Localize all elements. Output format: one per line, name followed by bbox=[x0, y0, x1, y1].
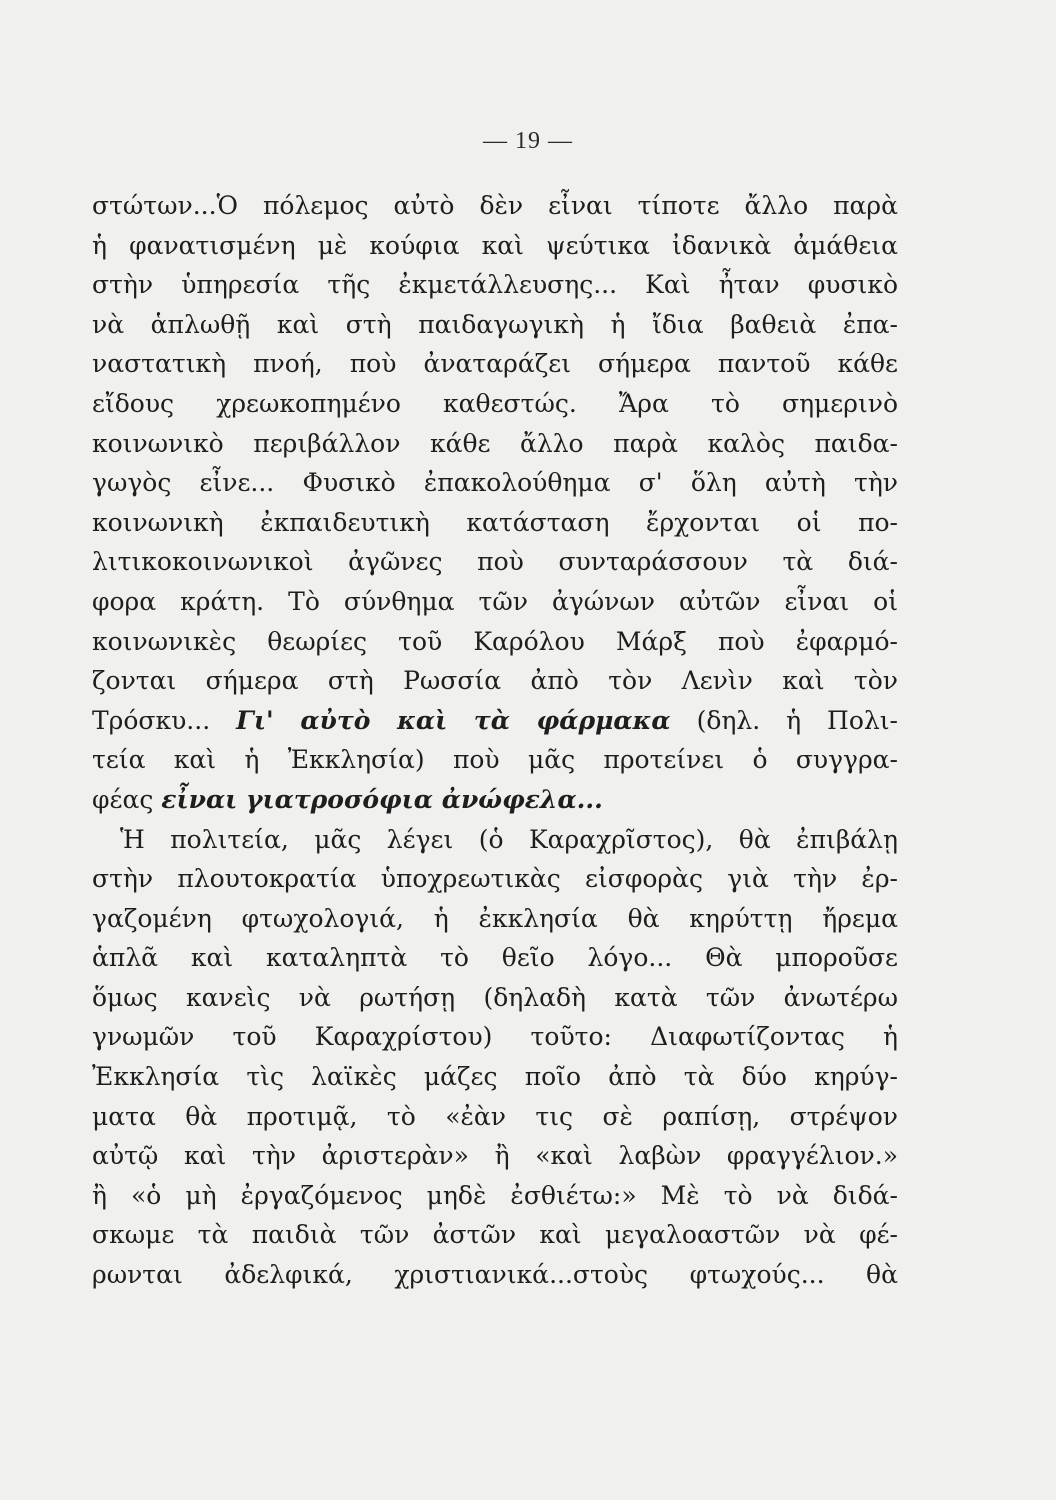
text-line bbox=[92, 503, 898, 543]
line-text: ἁπλᾶ καὶ καταληπτὰ τὸ θεῖο λόγο... Θὰ μποροῦσε bbox=[92, 943, 898, 973]
text-line bbox=[92, 978, 898, 1018]
line-text: αὐτῷ καὶ τὴν ἀριστερὰν» ἢ «καὶ λαβὼν φραγγέλιον.» bbox=[92, 1141, 898, 1171]
line-text: Ἡ πολιτεία, μᾶς λέγει (ὁ Καραχρῖστος), θὰ ἐπιβάλῃ bbox=[120, 824, 898, 854]
line-text: λιτικοκοινωνικοὶ ἀγῶνες ποὺ συνταράσσουν τὰ διά- bbox=[92, 547, 898, 577]
text-line bbox=[92, 463, 898, 503]
line-text: (δηλ. ἡ Πολι- bbox=[670, 705, 899, 735]
text-line bbox=[92, 305, 898, 345]
text-line bbox=[92, 1097, 898, 1137]
text-line bbox=[92, 938, 898, 978]
text-line bbox=[92, 344, 898, 384]
text-line bbox=[92, 899, 898, 939]
line-text: ὅμως κανεὶς νὰ ρωτήσῃ (δηλαδὴ κατὰ τῶν ἀνωτέρω bbox=[92, 982, 898, 1012]
line-text: γαζομένη φτωχολογιά, ἡ ἐκκλησία θὰ κηρύττῃ ἤρεμα bbox=[92, 903, 898, 933]
text-line bbox=[92, 780, 898, 820]
text-line bbox=[92, 859, 898, 899]
text-line bbox=[92, 1017, 898, 1057]
text-line bbox=[92, 265, 898, 305]
line-text: ρωνται ἀδελφικά, χριστιανικά...στοὺς φτωχούς... θὰ bbox=[92, 1260, 898, 1290]
line-text: κοινωνικὴ ἐκπαιδευτικὴ κατάσταση ἔρχονται οἱ πο- bbox=[92, 507, 898, 537]
line-text: Τρόσκυ... bbox=[92, 705, 237, 735]
line-text: ματα θὰ προτιμᾷ, τὸ «ἐὰν τις σὲ ραπίσῃ, στρέψον bbox=[92, 1101, 898, 1131]
text-line bbox=[92, 1176, 898, 1216]
text-line bbox=[92, 1057, 898, 1097]
line-text: στὴν πλουτοκρατία ὑποχρεωτικὰς εἰσφορὰς γιὰ τὴν ἐρ- bbox=[92, 864, 898, 894]
text-line bbox=[92, 582, 898, 622]
line-text: νὰ ἁπλωθῇ καὶ στὴ παιδαγωγικὴ ἡ ἴδια βαθειὰ ἐπα- bbox=[92, 309, 898, 339]
page-number: — 19 — bbox=[483, 128, 573, 154]
line-text: Ἐκκλησία τὶς λαϊκὲς μάζες ποῖο ἀπὸ τὰ δύο κηρύγ- bbox=[92, 1062, 898, 1092]
line-text: στὴν ὑπηρεσία τῆς ἐκμετάλλευσης... Καὶ ἦταν φυσικὸ bbox=[92, 270, 898, 300]
line-text: γωγὸς εἶνε... Φυσικὸ ἐπακολούθημα σ' ὅλη αὐτὴ τὴν bbox=[92, 468, 898, 498]
text-line bbox=[92, 820, 898, 860]
line-text: εἴδους χρεωκοπημένο καθεστώς. Ἄρα τὸ σημερινὸ bbox=[92, 388, 898, 418]
line-text: στώτων...Ὁ πόλεμος αὐτὸ δὲν εἶναι τίποτε ἄλλο παρὰ bbox=[92, 191, 898, 220]
text-line bbox=[92, 1215, 898, 1255]
text-line bbox=[92, 542, 898, 582]
line-text: ἡ φανατισμένη μὲ κούφια καὶ ψεύτικα ἰδανικὰ ἀμάθεια bbox=[92, 230, 898, 260]
text-line bbox=[92, 661, 898, 701]
line-text: ζονται σήμερα στὴ Ρωσσία ἀπὸ τὸν Λενὶν καὶ τὸν bbox=[92, 666, 898, 696]
line-text: ἢ «ὁ μὴ ἐργαζόμενος μηδὲ ἐσθιέτω:» Μὲ τὸ νὰ διδά- bbox=[92, 1180, 898, 1210]
line-text: κοινωνικὲς θεωρίες τοῦ Καρόλου Μάρξ ποὺ ἐφαρμό- bbox=[92, 626, 898, 656]
line-text: σκωμε τὰ παιδιὰ τῶν ἀστῶν καὶ μεγαλοαστῶν νὰ φέ- bbox=[92, 1220, 898, 1250]
line-text: φέας bbox=[92, 784, 162, 814]
line-text: τεία καὶ ἡ Ἐκκλησία) ποὺ μᾶς προτείνει ὁ συγγρα- bbox=[92, 745, 898, 775]
text-line bbox=[92, 226, 898, 266]
text-line bbox=[92, 1255, 898, 1295]
text-line bbox=[92, 384, 898, 424]
emphasized-text: Γι' αὐτὸ καὶ τὰ φάρμακα bbox=[236, 705, 671, 735]
line-text: φορα κράτη. Τὸ σύνθημα τῶν ἀγώνων αὐτῶν εἶναι οἱ bbox=[92, 586, 898, 616]
text-line bbox=[92, 186, 898, 226]
text-line bbox=[92, 622, 898, 662]
line-text: κοινωνικὸ περιβάλλον κάθε ἄλλο παρὰ καλὸς παιδα- bbox=[92, 428, 898, 458]
body-text bbox=[92, 186, 898, 1295]
text-line bbox=[92, 1136, 898, 1176]
line-text: γνωμῶν τοῦ Καραχρίστου) τοῦτο: Διαφωτίζοντας ἡ bbox=[92, 1022, 898, 1052]
emphasized-text: εἶναι γιατροσόφια ἀνώφελα... bbox=[161, 784, 603, 814]
line-text: ναστατικὴ πνοή, ποὺ ἀναταράζει σήμερα παντοῦ κάθε bbox=[92, 349, 898, 379]
text-line bbox=[92, 701, 898, 741]
text-line bbox=[92, 424, 898, 464]
text-line bbox=[92, 740, 898, 780]
